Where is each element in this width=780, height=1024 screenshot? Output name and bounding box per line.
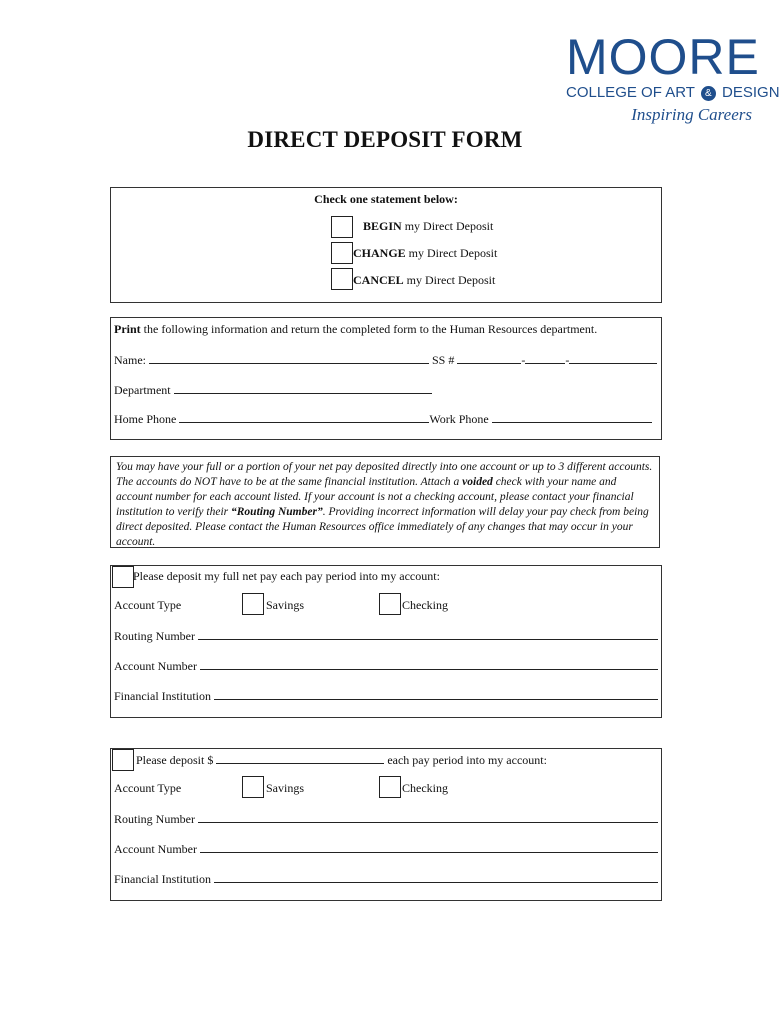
print-bold: Print	[114, 322, 141, 336]
notice-part1: You may have your full or a portion of your net pay deposited directly into one account or up to 3 different accounts. The accounts do NOT have to be at the same financial institution. Attach a	[116, 461, 653, 488]
notice-part3: . Providing incorrect information will delay your pay check from being direct deposited. Please contact the Human Resources office immediately of any changes that may occur in your account.	[116, 506, 649, 548]
cancel-checkbox[interactable]	[331, 268, 353, 290]
partial-deposit-checkbox[interactable]	[112, 749, 134, 771]
begin-option-label	[363, 219, 493, 234]
full-routing-field[interactable]	[198, 628, 658, 640]
logo-tagline: Inspiring Careers	[631, 105, 752, 124]
partial-account-field[interactable]	[200, 841, 658, 853]
full-account-type-label: Account Type	[114, 598, 182, 612]
college-logo	[560, 29, 780, 130]
logo-college-left: COLLEGE OF ART	[566, 84, 695, 101]
partial-amount-field[interactable]	[216, 752, 384, 764]
name-row: Name: SS # - -	[114, 352, 657, 368]
ss-field-part3[interactable]	[569, 352, 657, 364]
full-deposit-checkbox[interactable]	[112, 566, 134, 588]
full-savings-checkbox[interactable]	[242, 593, 264, 615]
partial-savings-label: Savings	[266, 781, 305, 795]
partial-deposit-section	[110, 748, 662, 901]
full-institution-row	[114, 688, 658, 704]
department-field[interactable]	[174, 382, 432, 394]
work-phone-field[interactable]	[492, 411, 652, 423]
full-savings-label: Savings	[266, 598, 305, 612]
change-rest: my Direct Deposit	[405, 246, 498, 260]
partial-account-type-label: Account Type	[114, 781, 182, 795]
change-checkbox[interactable]	[331, 242, 353, 264]
personal-info-section	[110, 317, 662, 440]
partial-deposit-statement	[136, 752, 547, 768]
change-keyword: CHANGE	[353, 246, 406, 260]
notice-bold-routing: “Routing Number”	[231, 506, 323, 518]
cancel-option-label	[353, 273, 495, 288]
full-account-field[interactable]	[200, 658, 658, 670]
print-instruction	[114, 322, 597, 337]
full-deposit-statement: Please deposit my full net pay each pay period into my account:	[133, 569, 440, 583]
full-routing-row	[114, 628, 658, 644]
partial-statement-right: each pay period into my account:	[387, 753, 547, 767]
name-field[interactable]	[149, 352, 429, 364]
begin-keyword: BEGIN	[363, 219, 402, 233]
full-account-row	[114, 658, 658, 674]
partial-account-label: Account Number	[114, 842, 197, 856]
ss-label: SS #	[432, 353, 455, 367]
begin-checkbox[interactable]	[331, 216, 353, 238]
name-label: Name:	[114, 353, 146, 367]
change-option-label	[353, 246, 497, 261]
print-rest: the following information and return the completed form to the Human Resources department.	[140, 322, 598, 336]
notice-bold-voided: voided	[462, 476, 493, 488]
full-institution-field[interactable]	[214, 688, 658, 700]
form-title: DIRECT DEPOSIT FORM	[247, 127, 523, 152]
partial-routing-field[interactable]	[198, 811, 658, 823]
phone-row	[114, 411, 652, 427]
full-checking-label: Checking	[402, 598, 448, 612]
home-phone-field[interactable]	[179, 411, 429, 423]
full-deposit-section	[110, 565, 662, 718]
logo-college-right: DESIGN	[722, 84, 780, 101]
full-routing-label: Routing Number	[114, 629, 195, 643]
logo-ampersand: &	[701, 86, 716, 101]
partial-checking-label: Checking	[402, 781, 448, 795]
logo-name: MOORE	[566, 29, 760, 85]
statement-section	[110, 187, 662, 303]
cancel-keyword: CANCEL	[353, 273, 404, 287]
begin-rest: my Direct Deposit	[401, 219, 494, 233]
deposit-notice	[110, 456, 660, 548]
full-institution-label: Financial Institution	[114, 689, 211, 703]
notice-part2: check with your name and account number for each account listed. If your account is not a checking account, please contact your financial institution to verify their	[116, 476, 634, 518]
full-checking-checkbox[interactable]	[379, 593, 401, 615]
logo-college-line	[566, 84, 780, 102]
partial-routing-label: Routing Number	[114, 812, 195, 826]
statement-heading: Check one statement below:	[314, 192, 458, 206]
cancel-rest: my Direct Deposit	[403, 273, 496, 287]
work-phone-label: Work Phone	[429, 412, 489, 426]
department-label: Department	[114, 383, 171, 397]
partial-savings-checkbox[interactable]	[242, 776, 264, 798]
partial-routing-row	[114, 811, 658, 827]
ss-field-part1[interactable]	[457, 352, 521, 364]
partial-checking-checkbox[interactable]	[379, 776, 401, 798]
department-row	[114, 382, 432, 398]
ss-field-part2[interactable]	[525, 352, 565, 364]
home-phone-label: Home Phone	[114, 412, 177, 426]
partial-institution-row	[114, 871, 658, 887]
partial-account-row	[114, 841, 658, 857]
partial-institution-field[interactable]	[214, 871, 658, 883]
full-account-label: Account Number	[114, 659, 197, 673]
partial-institution-label: Financial Institution	[114, 872, 211, 886]
partial-statement-left: Please deposit $	[136, 753, 214, 767]
